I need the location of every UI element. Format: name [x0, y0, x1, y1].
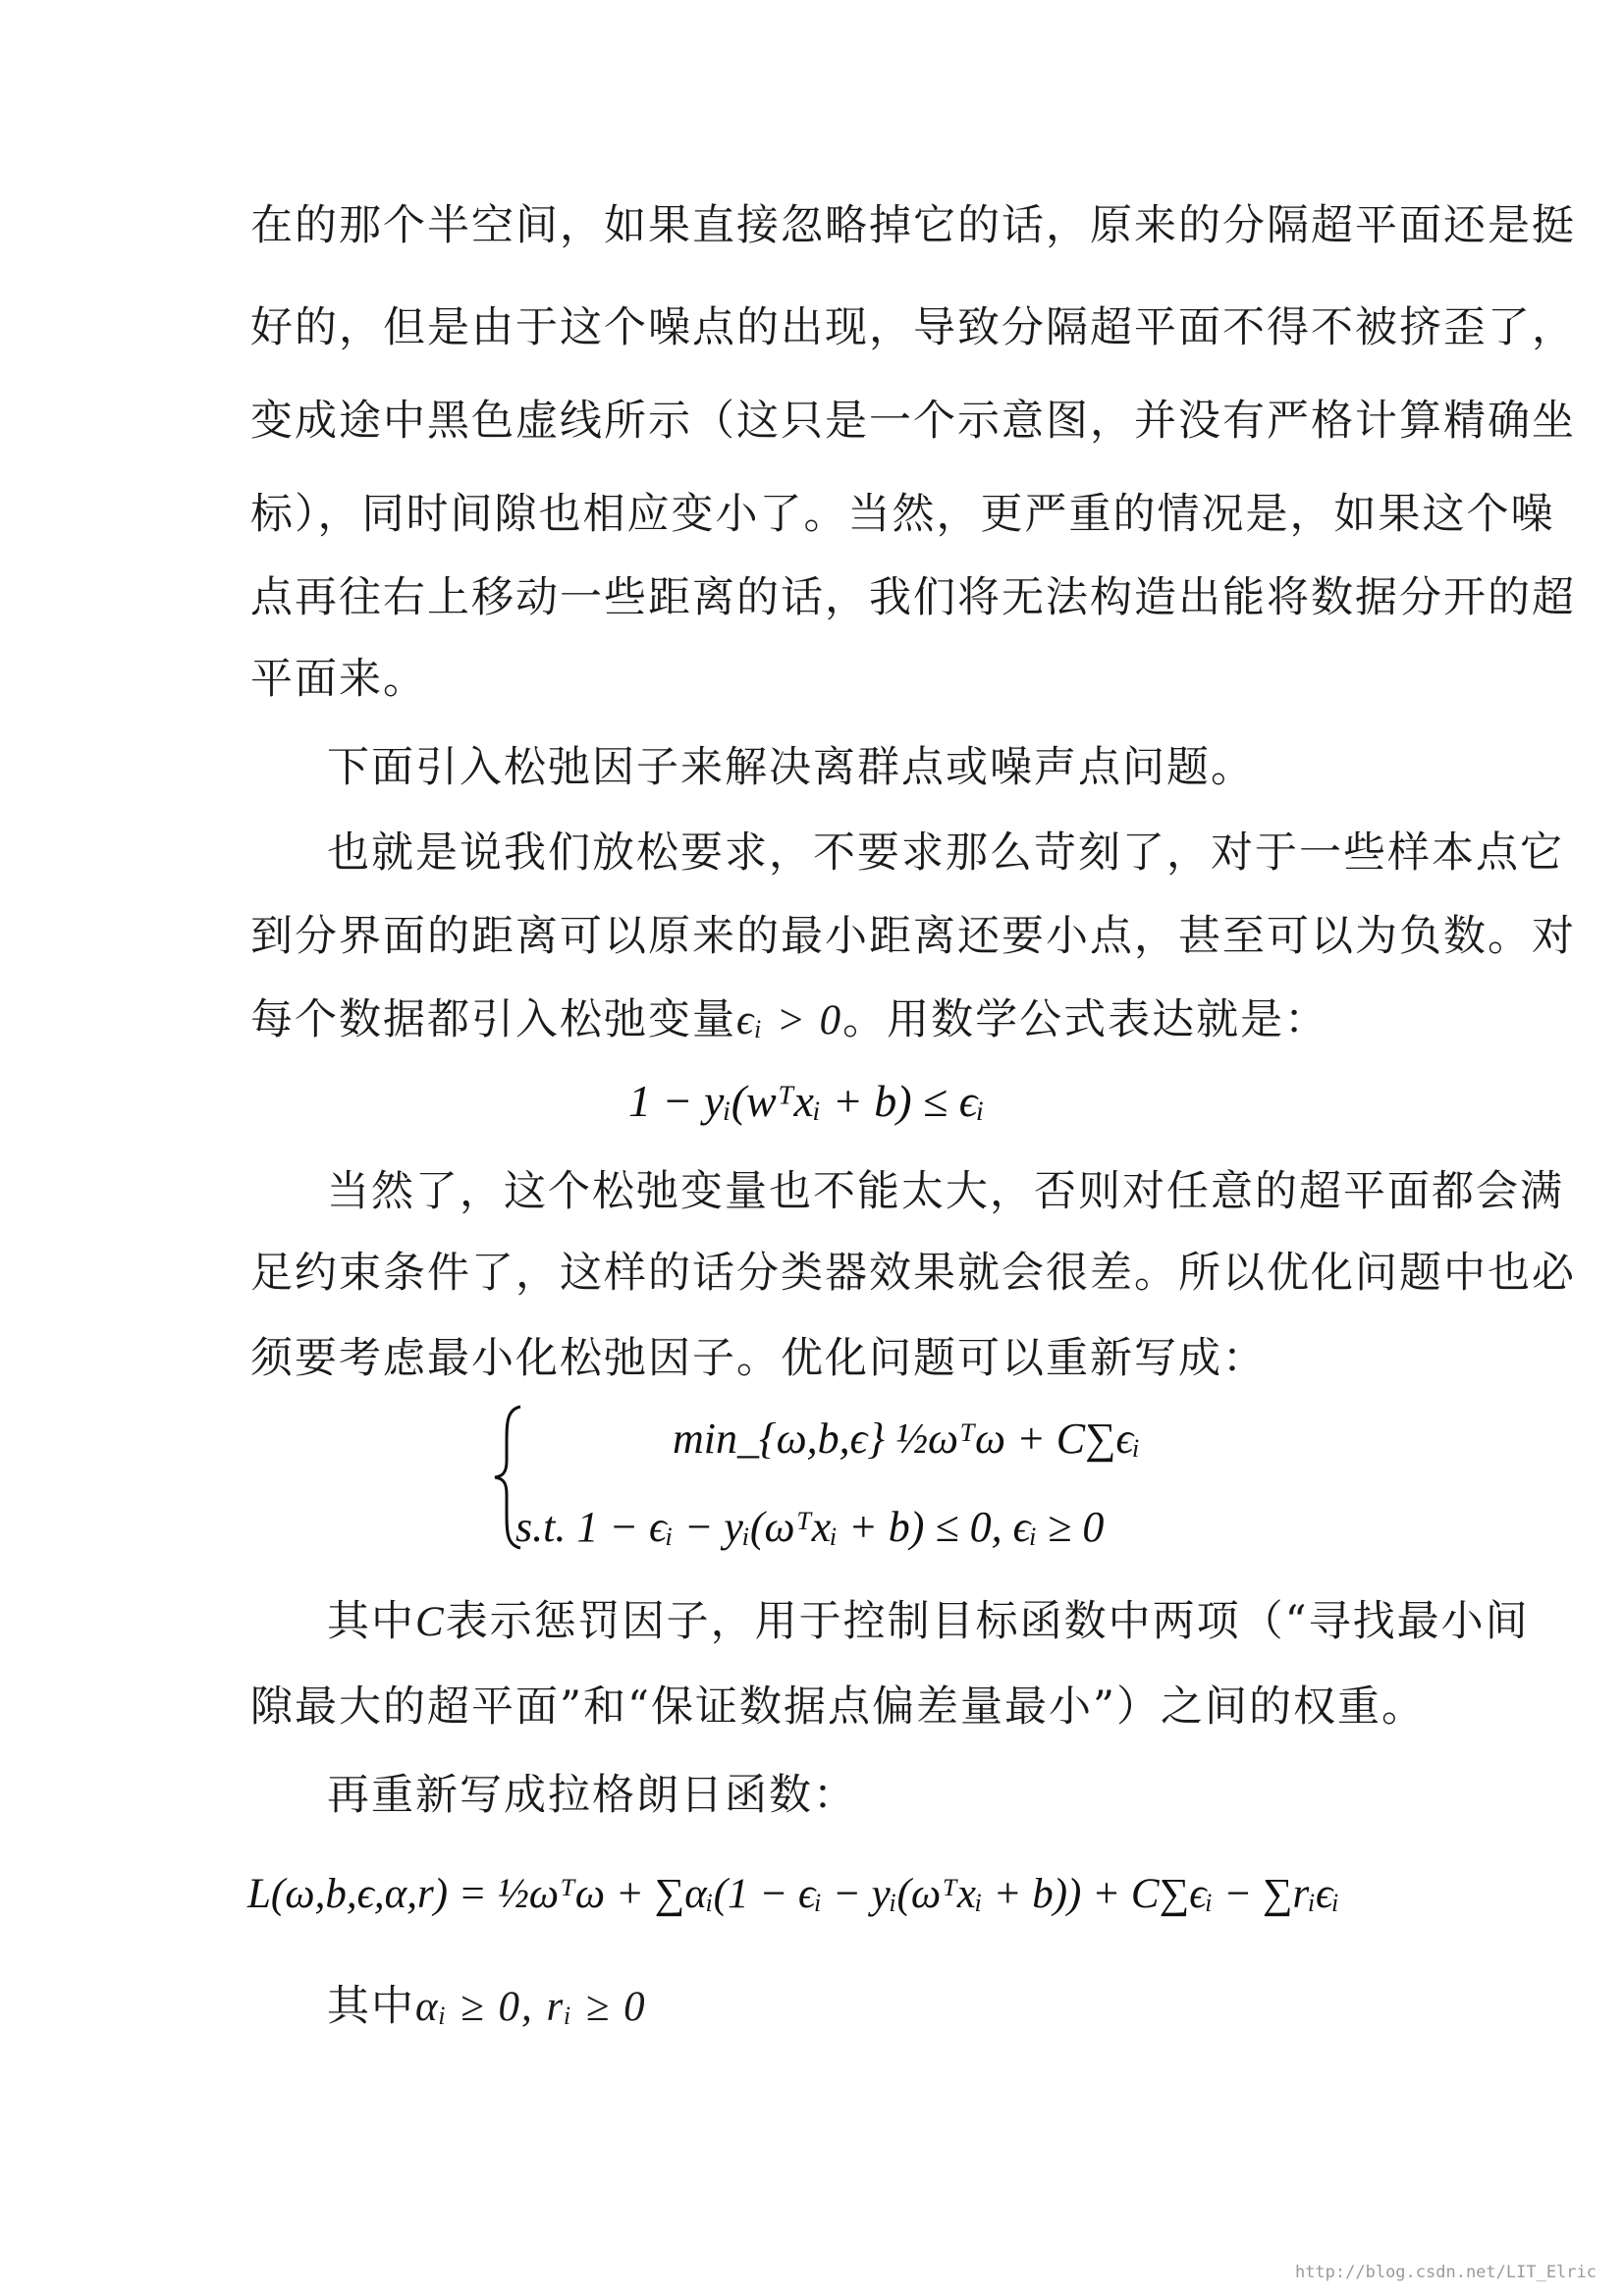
paragraph-line: 平面来。 — [250, 655, 427, 704]
paragraph-line: 隙最大的超平面”和“保证数据点偏差量最小”）之间的权重。 — [250, 1682, 1426, 1732]
text-span: 。用数学公式表达就是： — [842, 995, 1329, 1044]
paragraph-line — [327, 1973, 647, 2033]
text-span: 其中 — [327, 1982, 415, 2031]
lagrangian-equation: L(ω,b,ϵ,α,r) = ½ωᵀω + ∑αᵢ(1 − ϵᵢ − yᵢ(ωᵀxᵢ + b)) + C∑ϵᵢ − ∑rᵢϵᵢ — [247, 1871, 1340, 1917]
paragraph-line: 也就是说我们放松要求，不要求那么苛刻了，对于一些样本点它 — [327, 828, 1564, 878]
paragraph-line: 到分界面的距离可以原来的最小距离还要小点，甚至可以为负数。对 — [250, 912, 1576, 961]
equation-constraint: 1 − yᵢ(wᵀxᵢ + b) ≤ ϵᵢ — [628, 1076, 985, 1126]
text-span: 表示惩罚因子，用于控制目标函数中两项（“寻找最小间 — [445, 1597, 1530, 1646]
paragraph-line — [327, 1588, 1530, 1648]
paragraph-line: 好的，但是由于这个噪点的出现，导致分隔超平面不得不被挤歪了， — [250, 303, 1576, 352]
paragraph-line: 须要考虑最小化松弛因子。优化问题可以重新写成： — [250, 1334, 1267, 1383]
paragraph-line: 当然了，这个松弛变量也不能太大，否则对任意的超平面都会满 — [327, 1167, 1564, 1216]
paragraph-intro-slack: 下面引入松弛因子来解决离群点或噪声点问题。 — [327, 743, 1255, 792]
inline-math: ϵᵢ > 0 — [736, 997, 843, 1043]
paragraph-lagrangian-intro: 再重新写成拉格朗日函数： — [327, 1771, 857, 1820]
optimization-constraint: s.t. 1 − ϵᵢ − yᵢ(ωᵀxᵢ + b) ≤ 0, ϵᵢ ≥ 0 — [515, 1503, 1105, 1551]
paragraph-line: 标），同时间隙也相应变小了。当然，更严重的情况是，如果这个噪 — [250, 490, 1555, 539]
optimization-objective: min_{ω,b,ϵ} ½ωᵀω + C∑ϵᵢ — [673, 1415, 1141, 1463]
inline-math: αᵢ ≥ 0, rᵢ ≥ 0 — [415, 1984, 647, 2030]
paragraph-line: 点再往右上移动一些距离的话，我们将无法构造出能将数据分开的超 — [250, 573, 1576, 622]
paragraph-line: 在的那个半空间，如果直接忽略掉它的话，原来的分隔超平面还是挺 — [250, 201, 1576, 250]
text-span: 其中 — [327, 1597, 415, 1646]
paragraph-line: 变成途中黑色虚线所示（这只是一个示意图，并没有严格计算精确坐 — [250, 397, 1576, 446]
paragraph-line — [250, 987, 1328, 1046]
watermark: http://blog.csdn.net/LIT_Elric — [1294, 2263, 1597, 2282]
text-span: 每个数据都引入松弛变量 — [250, 995, 736, 1044]
paragraph-line: 足约束条件了，这样的话分类器效果就会很差。所以优化问题中也必 — [250, 1249, 1576, 1298]
inline-math: C — [415, 1599, 446, 1645]
